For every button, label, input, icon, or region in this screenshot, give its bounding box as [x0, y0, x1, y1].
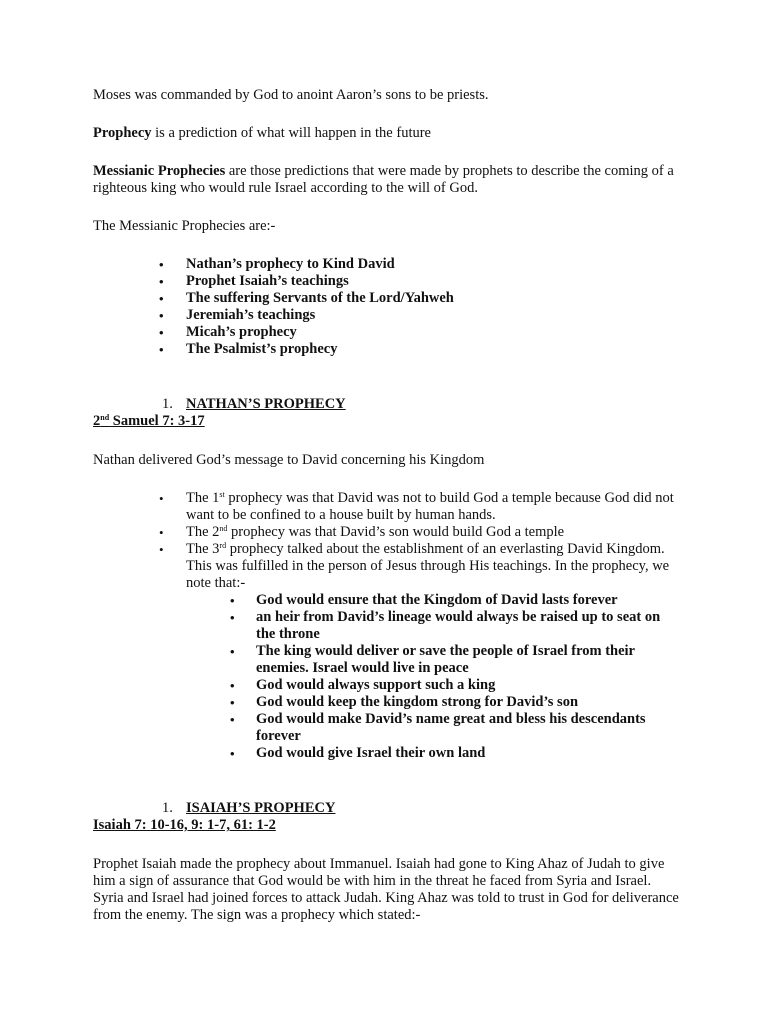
nathan-notes — [230, 592, 683, 762]
list-item: • The king would deliver or save the people of Israel from their enemies. Israel would live in peace — [230, 643, 683, 677]
section-title: NATHAN’S PROPHECY — [186, 396, 346, 412]
prophecy-term: Prophecy — [93, 125, 152, 141]
isaiah-heading — [162, 800, 683, 817]
list-item: • Prophet Isaiah’s teachings — [159, 273, 683, 290]
list-item: • Nathan’s prophecy to Kind David — [159, 256, 683, 273]
section-number: 1. — [162, 800, 173, 816]
prophecy-list — [159, 256, 683, 358]
prophecy-definition — [93, 125, 683, 142]
section-title: ISAIAH’S PROPHECY — [186, 800, 336, 816]
list-item: • Jeremiah’s teachings — [159, 307, 683, 324]
messianic-definition-text: are those predictions that were made by prophets to describe the coming of a righteous king who would rule Israel according to the will of God. — [93, 163, 674, 196]
list-item: • The Psalmist’s prophecy — [159, 341, 683, 358]
prophecy-definition-text: is a prediction of what will happen in the future — [151, 125, 431, 141]
list-item: • an heir from David’s lineage would always be raised up to seat on the throne — [230, 609, 683, 643]
nathan-points — [159, 490, 683, 592]
list-item: • God would ensure that the Kingdom of David lasts forever — [230, 592, 683, 609]
list-item: • God would always support such a king — [230, 677, 683, 694]
messianic-definition — [93, 163, 683, 197]
isaiah-body: Prophet Isaiah made the prophecy about Immanuel. Isaiah had gone to King Ahaz of Judah to give him a sign of assurance that God would be with him in the threat he faced from Syria and Israel. Syria and Israel had joined forces to attack Judah. King Ahaz was told to trust in God for deliverance from the enemy. The sign was a prophecy which stated:- — [93, 856, 679, 923]
section-number: 1. — [162, 396, 173, 412]
list-item: • The 1st prophecy was that David was not to build God a temple because God did not want to be confined to a house built by human hands. — [159, 490, 683, 524]
messianic-term: Messianic Prophecies — [93, 163, 226, 179]
list-intro: The Messianic Prophecies are:- — [93, 218, 276, 234]
list-item: • The 2nd prophecy was that David’s son would build God a temple — [159, 524, 683, 541]
list-item: • Micah’s prophecy — [159, 324, 683, 341]
intro-line: Moses was commanded by God to anoint Aaron’s sons to be priests. — [93, 87, 489, 103]
nathan-intro: Nathan delivered God’s message to David concerning his Kingdom — [93, 452, 485, 468]
list-item: • God would make David’s name great and bless his descendants forever — [230, 711, 683, 745]
nathan-reference: 2nd Samuel 7: 3-17 — [93, 413, 205, 429]
list-item: • The 3rd prophecy talked about the establishment of an everlasting David Kingdom. This was fulfilled in the person of Jesus through His teachings. In the prophecy, we note that:- — [159, 541, 683, 592]
nathan-heading — [162, 396, 683, 413]
isaiah-reference: Isaiah 7: 10-16, 9: 1-7, 61: 1-2 — [93, 817, 276, 833]
list-item: • The suffering Servants of the Lord/Yahweh — [159, 290, 683, 307]
list-item: • God would keep the kingdom strong for David’s son — [230, 694, 683, 711]
list-item: • God would give Israel their own land — [230, 745, 683, 762]
document-page — [93, 87, 683, 924]
